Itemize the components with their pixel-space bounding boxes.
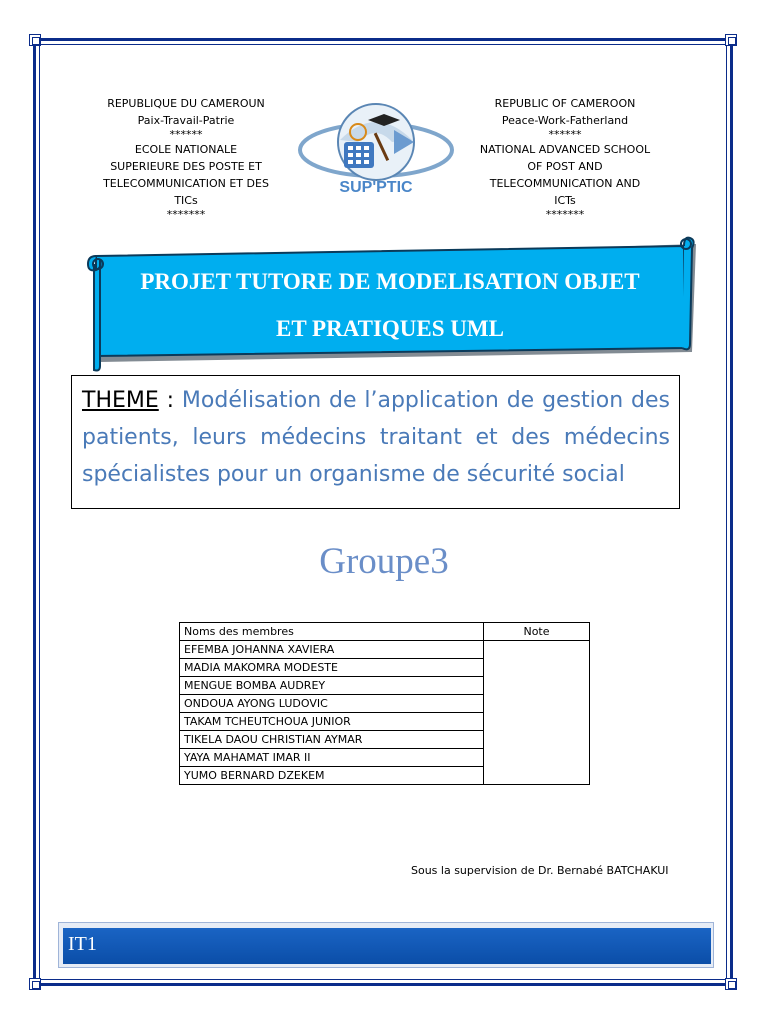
member-name: EFEMBA JOHANNA XAVIERA — [180, 641, 484, 659]
member-name: MADIA MAKOMRA MODESTE — [180, 659, 484, 677]
banner-left-roll — [88, 256, 101, 371]
banner-title-line1: PROJET TUTORE DE MODELISATION OBJET — [140, 269, 640, 294]
header-left-line: REPUBLIQUE DU CAMEROUN — [107, 97, 265, 110]
group-title: Groupe3 — [319, 541, 449, 582]
theme-box — [71, 375, 680, 509]
header-left-line: TICs — [174, 194, 198, 207]
member-name: MENGUE BOMBA AUDREY — [180, 677, 484, 695]
header-right-line: NATIONAL ADVANCED SCHOOL — [479, 143, 651, 156]
header-left-line: ECOLE NATIONALE — [134, 143, 238, 156]
header-left-line: TELECOMMUNICATION ET DES — [103, 177, 269, 190]
footer-bar — [63, 928, 711, 964]
theme-text: Modélisation de l’application de gestion des patients, leurs médecins traitant et des médecins spécialistes pour un organisme de sécurité social — [82, 388, 670, 487]
header-right-line: OF POST AND — [527, 160, 603, 173]
table-header-note: Note — [484, 623, 590, 641]
logo-text: SUP'PTIC — [339, 179, 413, 196]
footer-label: IT1 — [68, 933, 97, 955]
header-right-block — [470, 95, 660, 221]
member-name: TIKELA DAOU CHRISTIAN AYMAR — [180, 731, 484, 749]
header-left-line: ******* — [166, 208, 206, 221]
theme-label: THEME — [82, 388, 159, 413]
header-right-line: ******* — [545, 208, 585, 221]
member-name: TAKAM TCHEUTCHOUA JUNIOR — [180, 713, 484, 731]
header-right-line: REPUBLIC OF CAMEROON — [494, 97, 636, 110]
header-left-block — [91, 95, 281, 221]
header-left-line: Paix-Travail-Patrie — [137, 114, 235, 127]
banner-title-line2: ET PRATIQUES UML — [276, 316, 504, 341]
corner-ornament-bottom-left — [29, 978, 41, 990]
header-left-line: ****** — [169, 128, 203, 141]
member-name: YUMO BERNARD DZEKEM — [180, 767, 484, 785]
table-header-row — [180, 623, 590, 641]
table-header-names: Noms des membres — [180, 623, 484, 641]
theme-colon: : — [158, 388, 182, 413]
corner-ornament-bottom-right — [725, 978, 737, 990]
header-right-line: ****** — [548, 128, 582, 141]
banner-title — [108, 258, 672, 352]
header-left-line: SUPERIEURE DES POSTE ET — [110, 160, 262, 173]
header-right-line: ICTs — [554, 194, 576, 207]
corner-ornament-top-left — [29, 34, 41, 46]
members-table — [179, 622, 590, 785]
table-row — [180, 641, 590, 659]
member-name: ONDOUA AYONG LUDOVIC — [180, 695, 484, 713]
header-right-line: TELECOMMUNICATION AND — [489, 177, 641, 190]
member-name: YAYA MAHAMAT IMAR II — [180, 749, 484, 767]
note-cell — [484, 641, 590, 785]
supervision-note: Sous la supervision de Dr. Bernabé BATCHAKUI — [411, 864, 669, 877]
corner-ornament-top-right — [725, 34, 737, 46]
header-right-line: Peace-Work-Fatherland — [501, 114, 629, 127]
school-logo — [296, 102, 456, 198]
